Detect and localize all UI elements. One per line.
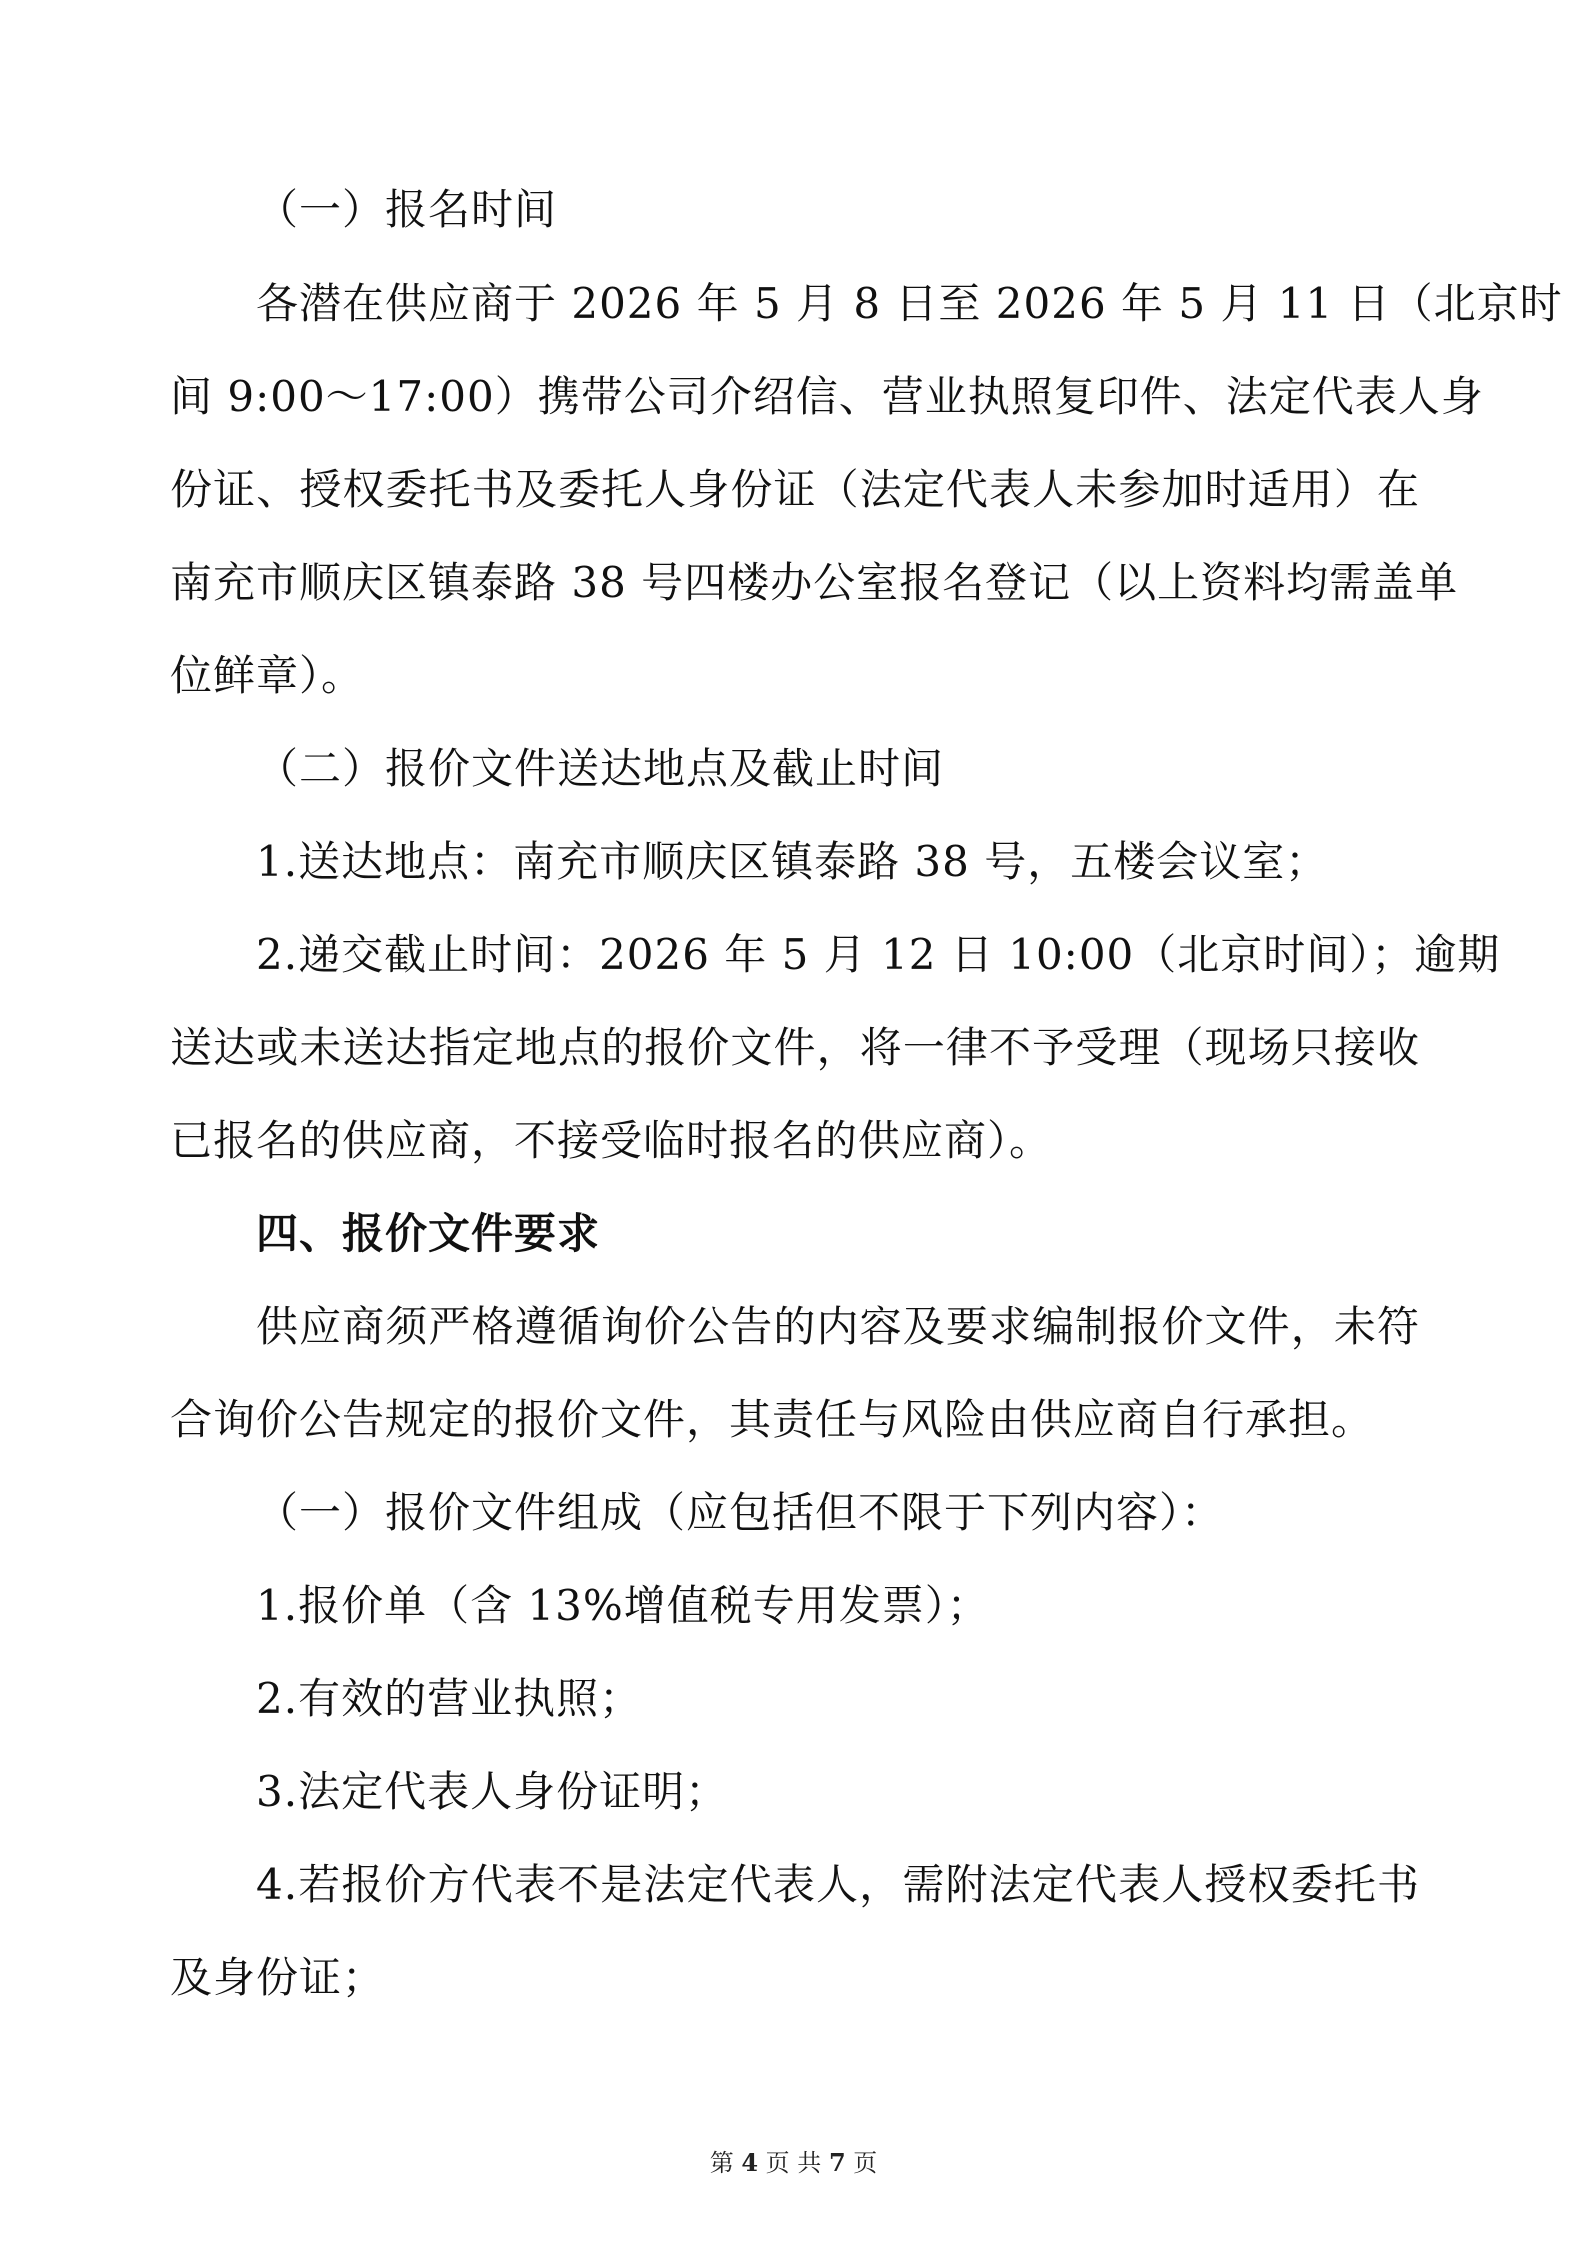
subheading-delivery-deadline: （二）报价文件送达地点及截止时间 [256,744,945,793]
list-item-authorization: 4.若报价方代表不是法定代表人，需附法定代表人授权委托书 [256,1860,1420,1909]
footer-mid: 页 共 [765,2149,822,2177]
footer-suffix: 页 [853,2149,878,2177]
footer-prefix: 第 [709,2149,734,2177]
footer-current-page: 4 [741,2148,759,2177]
page-footer [0,2147,1587,2179]
list-item-business-license: 2.有效的营业执照； [256,1674,643,1723]
subheading-document-composition: （一）报价文件组成（应包括但不限于下列内容）： [256,1488,1225,1537]
paragraph-line: 位鲜章）。 [170,651,365,700]
paragraph-line: 及身份证； [170,1953,386,2002]
list-item-quotation-form: 1.报价单（含 13%增值税专用发票）； [256,1581,990,1630]
footer-total-pages: 7 [828,2148,846,2177]
paragraph-line: 送达或未送达指定地点的报价文件，将一律不予受理（现场只接收 [170,1023,1420,1072]
subheading-registration-time: （一）报名时间 [256,185,558,234]
section-heading-quotation-requirements: 四、报价文件要求 [256,1209,601,1258]
paragraph-line: 南充市顺庆区镇泰路 38 号四楼办公室报名登记（以上资料均需盖单 [170,558,1459,607]
paragraph-line: 份证、授权委托书及委托人身份证（法定代表人未参加时适用）在 [170,465,1420,514]
list-item-delivery-location: 1.送达地点：南充市顺庆区镇泰路 38 号，五楼会议室； [256,837,1329,886]
paragraph-line: 间 9:00～17:00）携带公司介绍信、营业执照复印件、法定代表人身 [170,372,1484,421]
paragraph-line: 已报名的供应商，不接受临时报名的供应商）。 [170,1116,1053,1165]
paragraph-line: 合询价公告规定的报价文件，其责任与风险由供应商自行承担。 [170,1395,1375,1444]
list-item-deadline: 2.递交截止时间：2026 年 5 月 12 日 10:00（北京时间）；逾期 [256,930,1501,979]
list-item-legal-rep-id: 3.法定代表人身份证明； [256,1767,729,1816]
paragraph-line: 各潜在供应商于 2026 年 5 月 8 日至 2026 年 5 月 11 日（北京时 [256,279,1563,328]
paragraph-line: 供应商须严格遵循询价公告的内容及要求编制报价文件，未符 [256,1302,1420,1351]
